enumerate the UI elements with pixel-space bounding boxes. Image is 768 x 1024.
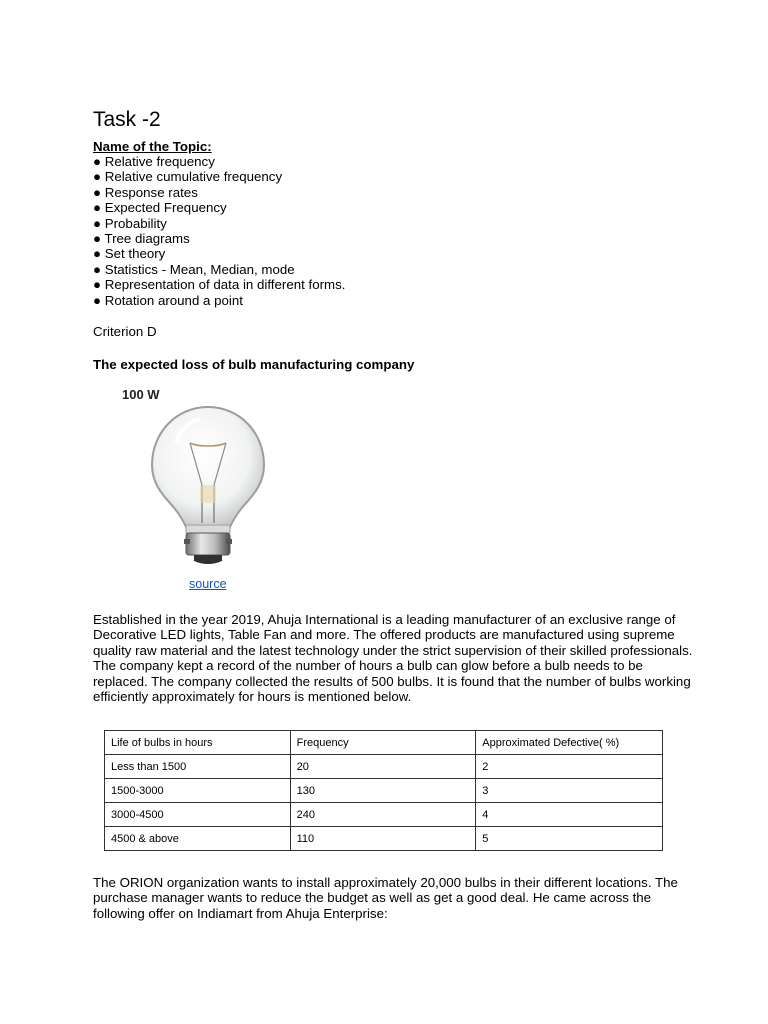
table-row [105, 803, 663, 827]
table-row [105, 827, 663, 851]
table-header-row [105, 731, 663, 755]
wattage-label: 100 W [122, 387, 160, 402]
topic-item: ● Set theory [93, 246, 166, 262]
topic-list [93, 154, 345, 308]
bulb-figure [118, 385, 278, 570]
table-cell: 20 [290, 755, 476, 779]
bulb-life-table [104, 730, 663, 851]
table-cell: 130 [290, 779, 476, 803]
topic-item: ● Expected Frequency [93, 200, 227, 216]
topic-item: ● Tree diagrams [93, 231, 190, 247]
criterion-label: Criterion D [93, 324, 157, 339]
topic-item: ● Representation of data in different forms. [93, 277, 346, 293]
topic-item: ● Relative frequency [93, 154, 215, 169]
table-header: Life of bulbs in hours [105, 731, 291, 755]
table-cell: 110 [290, 827, 476, 851]
topic-item: ● Statistics - Mean, Median, mode [93, 261, 295, 277]
topic-heading: Name of the Topic: [93, 139, 212, 154]
topic-item: ● Relative cumulative frequency [93, 169, 283, 185]
table-row [105, 755, 663, 779]
table-cell: 4 [476, 803, 663, 827]
table-row [105, 779, 663, 803]
topic-item: ● Response rates [93, 184, 198, 200]
table-cell: 2 [476, 755, 663, 779]
topic-item: ● Rotation around a point [93, 292, 243, 308]
light-bulb-icon [118, 385, 278, 570]
table-cell: 3000-4500 [105, 803, 291, 827]
table-cell: 5 [476, 827, 663, 851]
offer-paragraph: The ORION organization wants to install approximately 20,000 bulbs in their different locations. The purchase manager wants to reduce the budget as well as get a good deal. He came across the following offer on Indiamart from Ahuja Enterprise: [93, 875, 678, 921]
table-cell: 1500-3000 [105, 779, 291, 803]
table-cell: 3 [476, 779, 663, 803]
table-cell: Less than 1500 [105, 755, 291, 779]
source-link[interactable]: source [189, 577, 227, 591]
topic-item: ● Probability [93, 215, 167, 231]
intro-paragraph: Established in the year 2019, Ahuja International is a leading manufacturer of an exclusive range of Decorative LED lights, Table Fan and more. The offered products are manufactured using supreme quality raw material and the latest technology under the strict supervision of their skilled professionals. The company kept a record of the number of hours a bulb can glow before a bulb needs to be replaced. The company collected the results of 500 bulbs. It is found that the number of bulbs working efficiently approximately for hours is mentioned below. [93, 612, 693, 705]
section-heading: The expected loss of bulb manufacturing company [93, 357, 415, 372]
table-header: Frequency [290, 731, 476, 755]
task-title: Task -2 [93, 108, 161, 131]
table-cell: 240 [290, 803, 476, 827]
table-cell: 4500 & above [105, 827, 291, 851]
table-header: Approximated Defective( %) [476, 731, 663, 755]
